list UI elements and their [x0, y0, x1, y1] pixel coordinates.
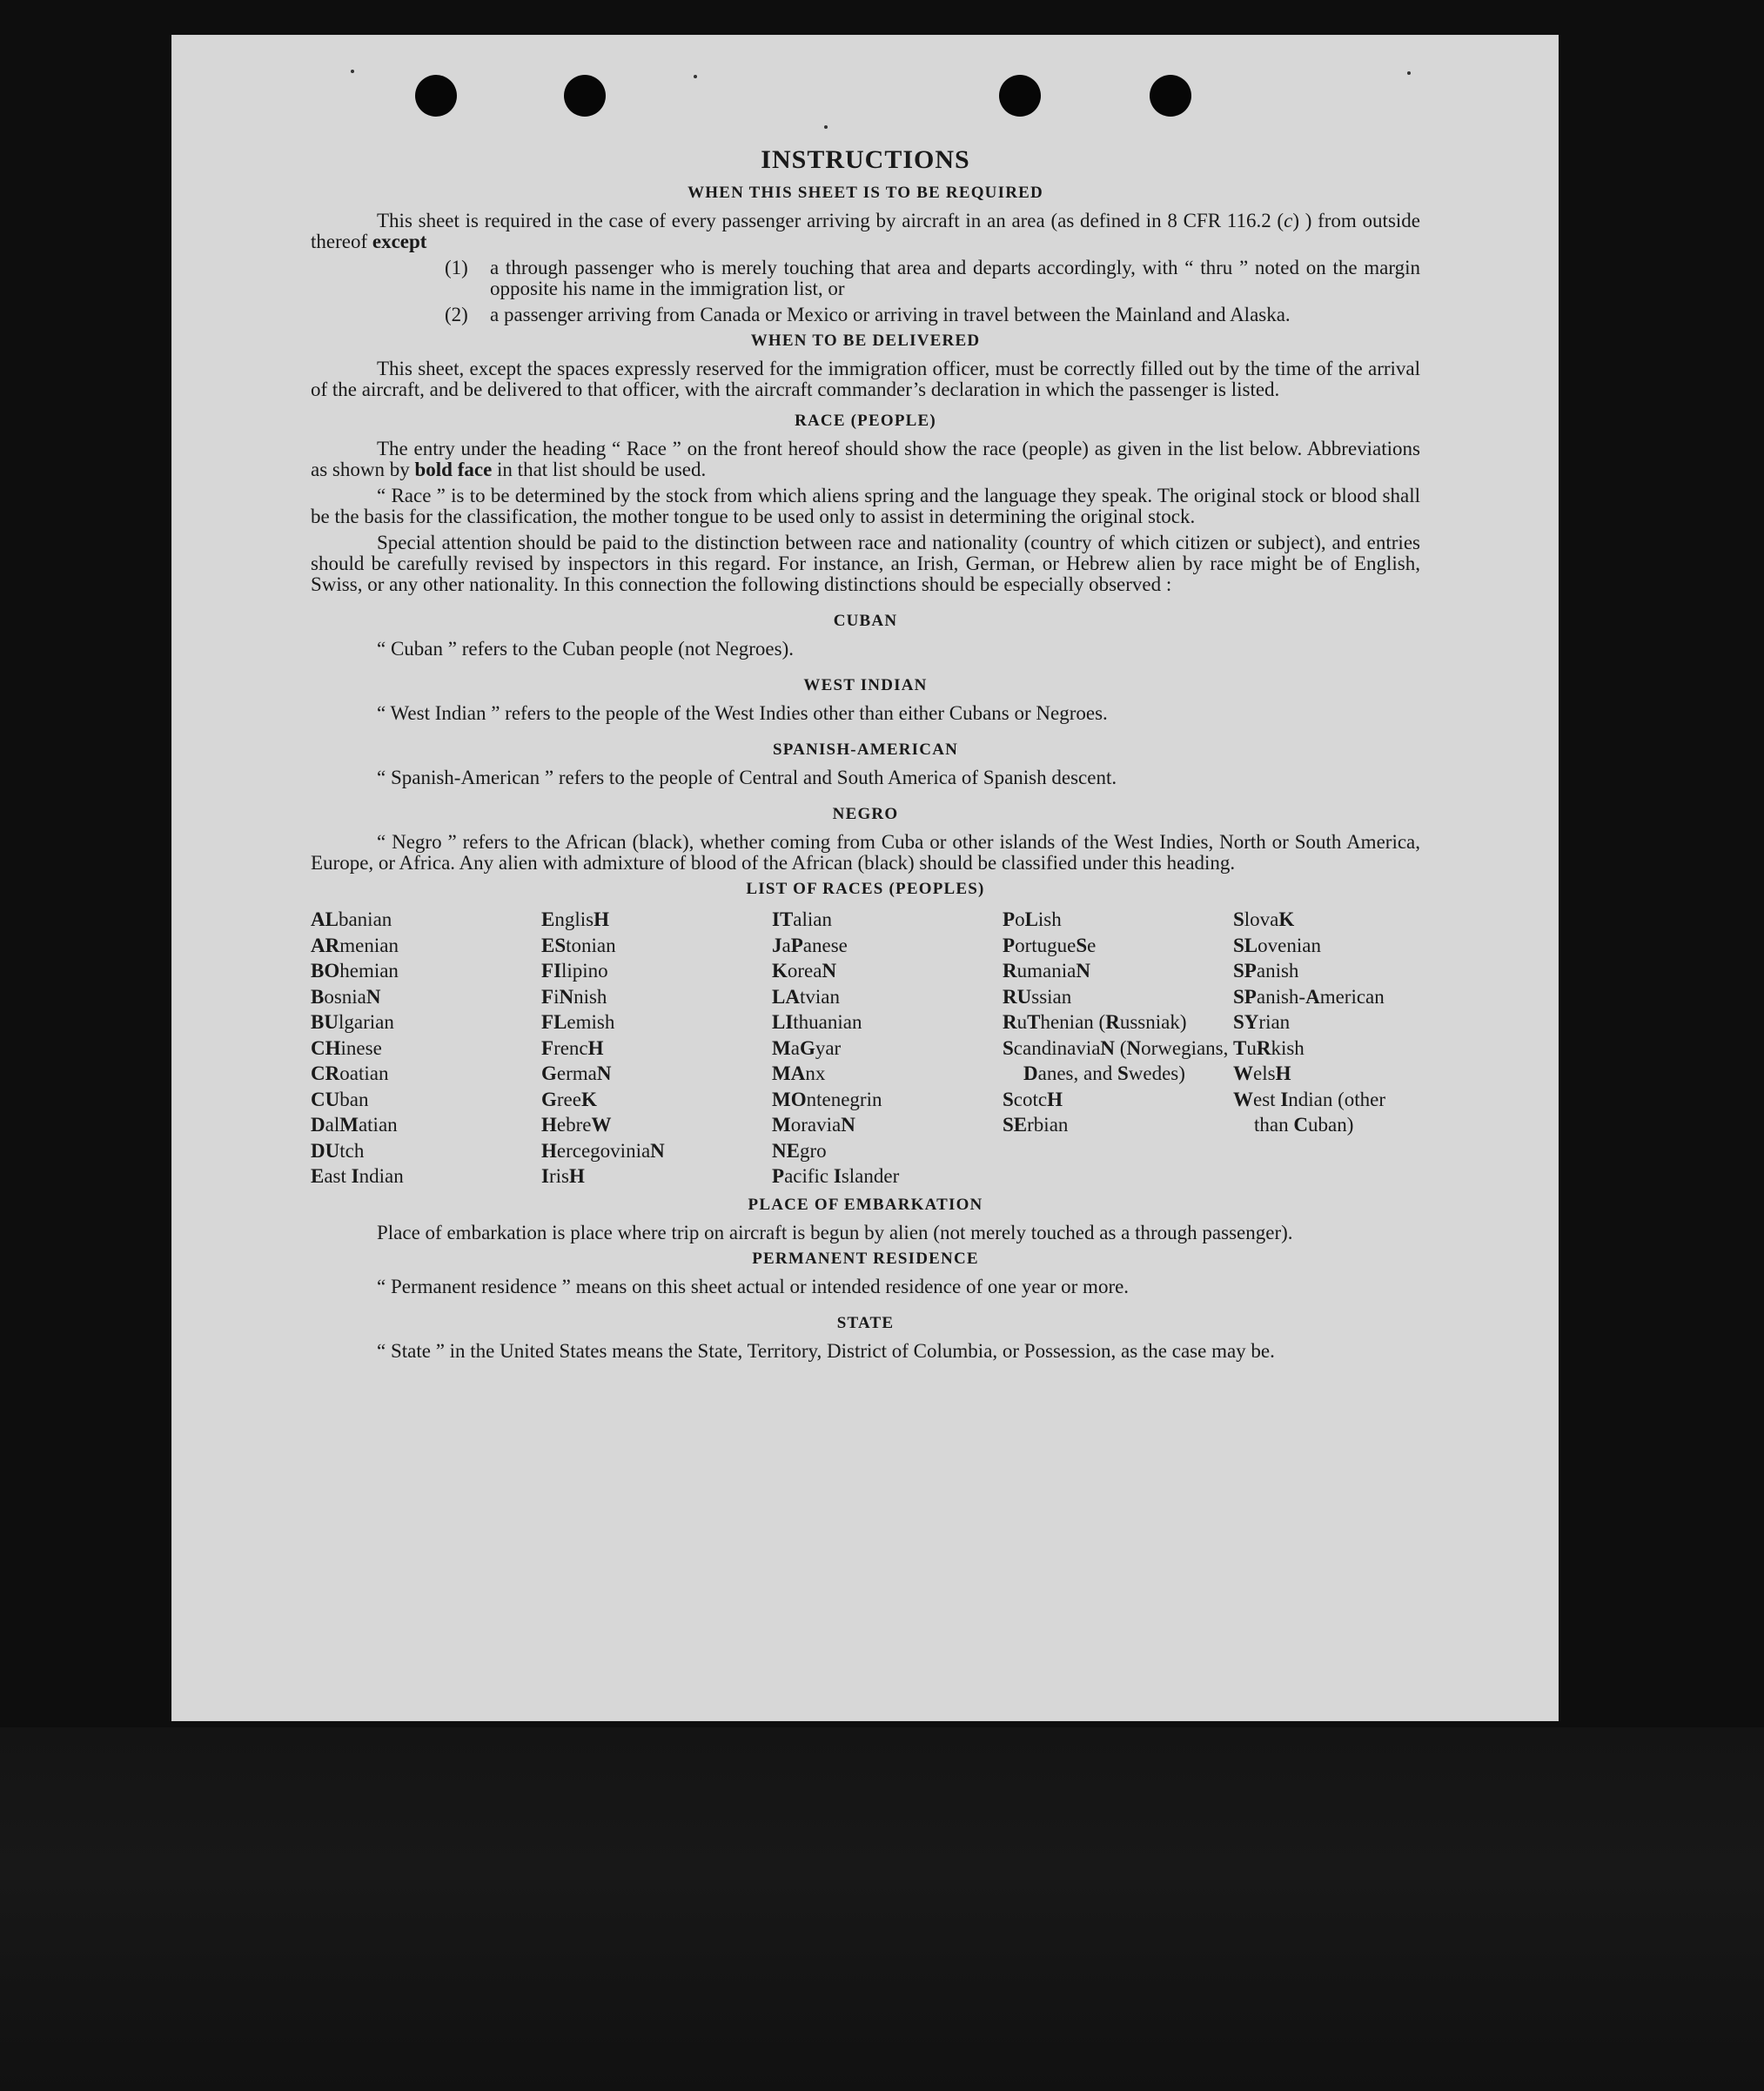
race-entry: FiNnish: [541, 985, 607, 1008]
race-entry: MOntenegrin: [772, 1088, 882, 1110]
speck: [1407, 71, 1411, 75]
race-entry: SErbian: [1003, 1114, 1069, 1136]
race-entry: ARmenian: [311, 934, 399, 956]
exception-item: [311, 305, 1420, 325]
races-column: [311, 907, 541, 1190]
definition-heading-cuban: CUBAN: [833, 612, 898, 630]
race-paragraph-1: The entry under the heading “ Race ” on the front hereof should show the race (people) as given in the list below. Abbreviations as shown by bold face in that list should be used.: [311, 438, 1420, 480]
race-entry: KoreaN: [772, 960, 837, 982]
embarkation-text: Place of embarkation is place where trip on aircraft is begun by alien (not merely touched as a through passenger).: [377, 1221, 1293, 1243]
race-entry: RumaniaN: [1003, 960, 1090, 982]
residence-text: “ Permanent residence ” means on this sheet actual or intended residence of one year or more.: [377, 1275, 1130, 1297]
race-entry: GreeK: [541, 1088, 597, 1110]
section-heading-embarkation: PLACE OF EMBARKATION: [748, 1195, 983, 1214]
race-entry: East Indian: [311, 1165, 404, 1187]
race-entry: RUssian: [1003, 985, 1072, 1008]
race-entry: PoLish: [1003, 908, 1062, 930]
race-entry: ITalian: [772, 908, 832, 930]
section-heading-residence: PERMANENT RESIDENCE: [752, 1249, 979, 1268]
race-entry: BosniaN: [311, 985, 381, 1008]
race-entry: MoraviaN: [772, 1114, 855, 1136]
punch-hole: [415, 75, 457, 117]
race-entry: West Indian (other than Cuban): [1233, 1088, 1386, 1136]
race-paragraph-3: Special attention should be paid to the distinction between race and nationality (country of which citizen or subject), and entries should be carefully revised by inspectors in this regard. For instance, an Irish, German, or Hebrew alien by race might be of English, Swiss, or any other nationality. In this connection the following distinctions should be especially observed :: [311, 532, 1420, 595]
race-entry: PortugueSe: [1003, 934, 1097, 956]
races-column: [541, 907, 772, 1190]
race-entry: EStonian: [541, 934, 616, 956]
races-list-heading: LIST OF RACES (PEOPLES): [746, 880, 985, 898]
race-entry: ALbanian: [311, 908, 392, 930]
when-required-intro: This sheet is required in the case of every passenger arriving by aircraft in an area (as defined in 8 CFR 116.2 (c) ) from outside thereof except: [311, 210, 1420, 252]
race-entry: FrencH: [541, 1036, 604, 1059]
document-sheet: [171, 35, 1559, 1721]
section-heading-race: RACE (PEOPLE): [795, 412, 936, 430]
race-entry: CHinese: [311, 1036, 382, 1059]
speck: [694, 75, 697, 78]
race-entry: JaPanese: [772, 934, 848, 956]
section-heading-state: STATE: [836, 1313, 895, 1332]
definition-heading-negro: NEGRO: [832, 805, 899, 823]
race-entry: FLemish: [541, 1011, 615, 1033]
exception-number: (2): [445, 304, 468, 325]
race-entry: DalMatian: [311, 1114, 398, 1136]
race-entry: FIlipino: [541, 960, 608, 982]
speck: [824, 125, 828, 129]
race-entry: GermaN: [541, 1062, 612, 1084]
race-entry: WelsH: [1233, 1062, 1291, 1084]
film-border: [0, 1727, 1764, 2091]
race-entry: CRoatian: [311, 1062, 389, 1084]
races-column: [772, 907, 1003, 1190]
race-entry: SPanish: [1233, 960, 1299, 982]
definition-text-west-indian: “ West Indian ” refers to the people of the West Indies other than either Cubans or Negroes.: [377, 702, 1108, 724]
race-entry: SLovenian: [1233, 934, 1321, 956]
exception-text: a passenger arriving from Canada or Mexico or arriving in travel between the Mainland and Alaska.: [490, 304, 1291, 325]
race-entry: IrisH: [541, 1165, 585, 1187]
race-entry: SlovaK: [1233, 908, 1295, 930]
race-entry: SYrian: [1233, 1011, 1291, 1033]
race-entry: MAnx: [772, 1062, 826, 1084]
definition-text-cuban: “ Cuban ” refers to the Cuban people (not Negroes).: [377, 638, 795, 660]
race-entry: MaGyar: [772, 1036, 842, 1059]
exception-number: (1): [445, 257, 468, 278]
race-paragraph-2: “ Race ” is to be determined by the stock from which aliens spring and the language they speak. The original stock or blood shall be the basis for the classification, the mother tongue to be used only to assist in determining the original stock.: [311, 485, 1420, 527]
when-delivered-text: This sheet, except the spaces expressly reserved for the immigration officer, must be correctly filled out by the time of the arrival of the aircraft, and be delivered to that officer, with the aircraft commander’s declaration in which the passenger is listed.: [311, 358, 1420, 400]
race-entry: HebreW: [541, 1114, 612, 1136]
definition-text-spanish-american: “ Spanish-American ” refers to the people of Central and South America of Spanish descent.: [377, 767, 1117, 788]
definition-heading-spanish-american: SPANISH-AMERICAN: [772, 741, 959, 759]
race-entry: LIthuanian: [772, 1011, 862, 1033]
exception-item: [311, 258, 1420, 299]
race-entry: BUlgarian: [311, 1011, 394, 1033]
state-text: “ State ” in the United States means the State, Territory, District of Columbia, or Possession, as the case may be.: [377, 1339, 1275, 1362]
race-entry: RuThenian (Russniak): [1003, 1011, 1187, 1033]
instructions-body: [311, 144, 1420, 1367]
races-column: [1233, 907, 1420, 1190]
race-entry: ScotcH: [1003, 1088, 1063, 1110]
race-entry: BOhemian: [311, 960, 399, 982]
section-heading-when-required: WHEN THIS SHEET IS TO BE REQUIRED: [687, 184, 1043, 202]
race-entry: SPanish-American: [1233, 985, 1385, 1008]
race-entry: ScandinaviaN (Norwegians, Danes, and Swedes): [1003, 1036, 1229, 1084]
race-entry: TuRkish: [1233, 1036, 1305, 1059]
section-heading-when-delivered: WHEN TO BE DELIVERED: [750, 332, 981, 350]
punch-hole: [999, 75, 1041, 117]
races-column: [1003, 907, 1233, 1190]
punch-hole: [1150, 75, 1191, 117]
race-entry: NEgro: [772, 1139, 827, 1162]
race-entry: DUtch: [311, 1139, 365, 1162]
race-entry: LAtvian: [772, 985, 840, 1008]
definition-text-negro: “ Negro ” refers to the African (black), whether coming from Cuba or other islands of the West Indies, North or South America, Europe, or Africa. Any alien with admixture of blood of the African (black) should be classified under this heading.: [311, 831, 1420, 874]
punch-hole: [564, 75, 606, 117]
race-entry: Pacific Islander: [772, 1165, 900, 1187]
page-title: INSTRUCTIONS: [761, 145, 970, 174]
races-list: [311, 907, 1420, 1190]
definition-heading-west-indian: WEST INDIAN: [803, 676, 928, 694]
race-entry: HercegoviniaN: [541, 1139, 665, 1162]
race-entry: CUban: [311, 1088, 369, 1110]
speck: [351, 70, 354, 73]
exception-text: a through passenger who is merely touching that area and departs accordingly, with “ thru ” noted on the margin opposite his name in the immigration list, or: [490, 257, 1420, 299]
race-entry: EnglisH: [541, 908, 609, 930]
